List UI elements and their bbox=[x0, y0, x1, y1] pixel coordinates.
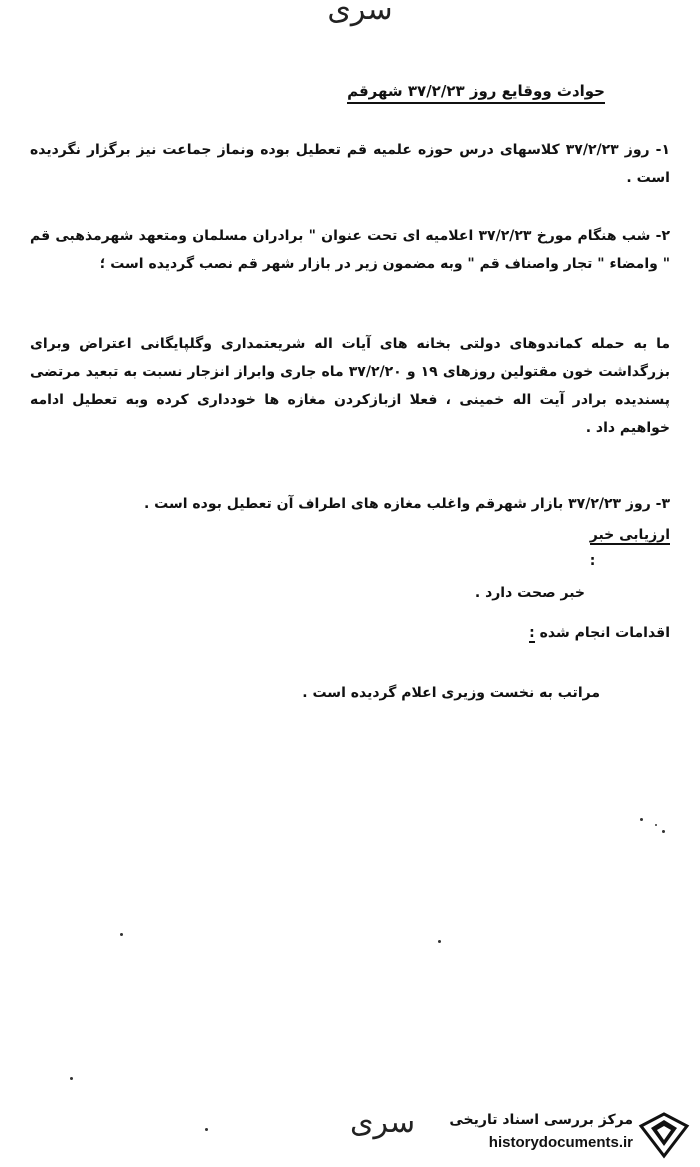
paragraph-3: ما به حمله کماندوهای دولتی بخانه های آیات اله شریعتمداری وگلپایگانی اعتراض وبرای بزرگداشت خون مقتولین روزهای ۱۹ و ۳۷/۲/۲۰ ماه جاری وابراز انزجار نسبت به تبعید مرتضی پسندیده برادر آیت اله خمینی ، فعلا ازبازکردن مغازه ها خودداری کرده وبه تعطیل ادامه خواهیم داد . bbox=[30, 336, 670, 436]
archive-watermark-logo bbox=[445, 1110, 695, 1160]
actions-value: مراتب به نخست وزیری اعلام گردیده است . bbox=[302, 685, 600, 701]
top-classification-stamp: سری bbox=[327, 0, 393, 27]
scan-speck bbox=[120, 933, 123, 936]
scan-speck bbox=[205, 1128, 208, 1131]
assessment-label bbox=[590, 522, 670, 574]
scan-speck bbox=[662, 830, 665, 833]
actions-label-text: اقدامات انجام شده bbox=[539, 625, 670, 641]
assessment-colon: : bbox=[589, 553, 596, 569]
document-title: حوادث ووقایع روز ۳۷/۲/۲۳ شهرقم bbox=[347, 82, 605, 104]
logo-text-url: historydocuments.ir bbox=[488, 1134, 633, 1151]
bottom-classification-stamp: سری bbox=[350, 1105, 416, 1140]
assessment-label-text: ارزیابی خبر bbox=[589, 527, 670, 543]
scan-speck bbox=[640, 818, 643, 821]
logo-text-persian: مرکز بررسی اسناد تاریخی bbox=[449, 1112, 633, 1128]
actions-colon: : bbox=[529, 625, 535, 641]
scan-speck bbox=[70, 1077, 73, 1080]
archive-logo-icon bbox=[637, 1110, 691, 1160]
paragraph-4: ۳- روز ۳۷/۲/۲۳ بازار شهرقم واغلب مغازه های اطراف آن تعطیل بوده است . bbox=[143, 496, 670, 512]
paragraph-2: ۲- شب هنگام مورخ ۳۷/۲/۲۳ اعلامیه ای تحت عنوان " برادران مسلمان ومتعهد شهرمذهبی قم " وامضاء " تجار واصناف قم " وبه مضمون زیر در بازار شهر قم نصب گردیده است ؛ bbox=[30, 228, 670, 272]
scan-speck bbox=[438, 940, 441, 943]
scan-speck bbox=[655, 824, 657, 826]
actions-label bbox=[529, 625, 670, 641]
paragraph-1: ۱- روز ۳۷/۲/۲۳ کلاسهای درس حوزه علمیه قم تعطیل بوده ونماز جماعت نیز برگزار نگردیده است . bbox=[30, 142, 670, 186]
assessment-value: خبر صحت دارد . bbox=[474, 585, 585, 601]
